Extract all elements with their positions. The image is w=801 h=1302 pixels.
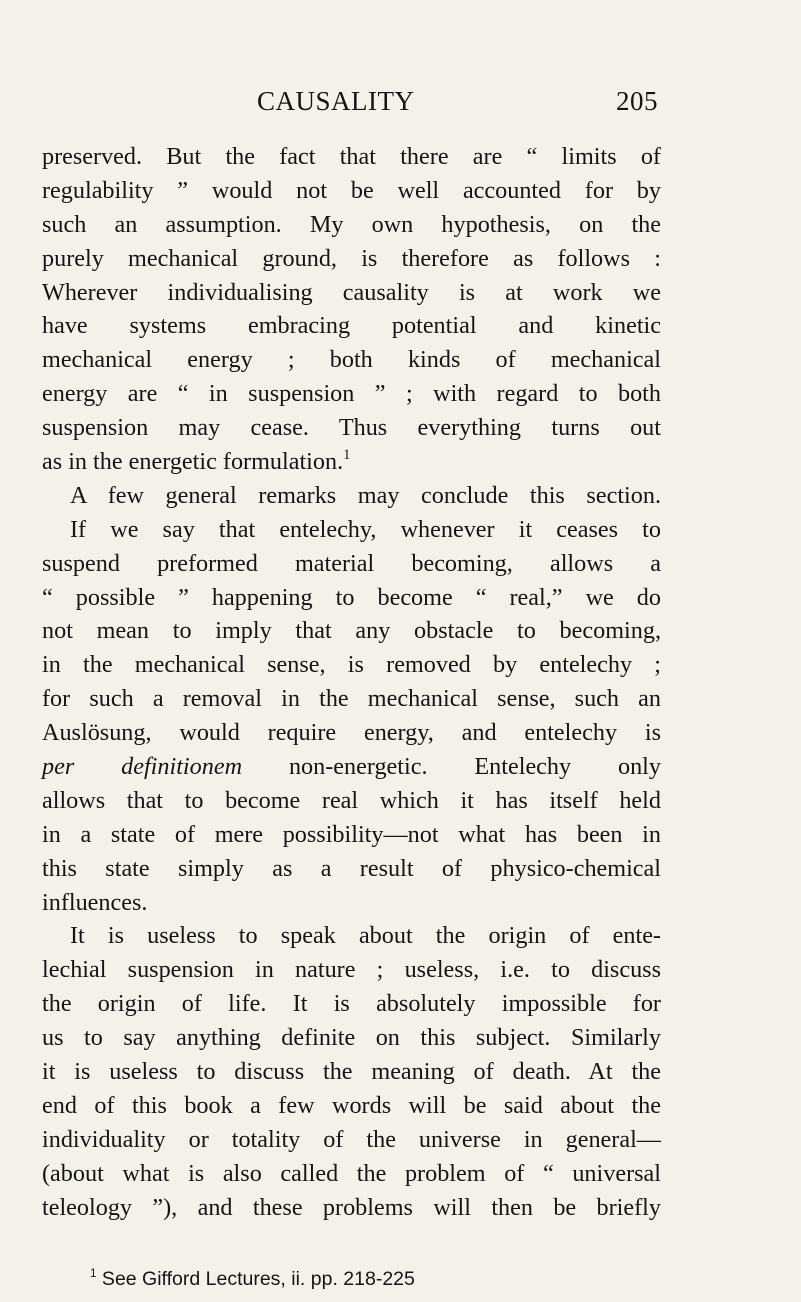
text-line (42, 445, 661, 479)
text-line (42, 411, 661, 445)
footnote-text: See Gifford Lectures, ii. pp. 218-225 (96, 1268, 415, 1290)
text-line (42, 614, 661, 648)
line-text: (about what is also called the problem of “ universal (42, 1159, 661, 1187)
text-line (42, 276, 661, 310)
line-text: in the mechanical sense, is removed by entelechy ; (42, 651, 661, 679)
line-text: purely mechanical ground, is therefore as follows : (42, 244, 661, 272)
body-text (42, 140, 661, 1225)
line-text: for such a removal in the mechanical sense, such an (42, 685, 661, 713)
text-line (42, 852, 661, 886)
line-text: preserved. But the fact that there are “ limits of (42, 143, 661, 170)
text-line (42, 242, 661, 276)
text-line (42, 919, 661, 953)
text-line (42, 547, 661, 581)
line-text: non-energetic. Entelechy only (242, 753, 661, 781)
line-text: not mean to imply that any obstacle to becoming, (42, 617, 661, 645)
line-text: A few general remarks may conclude this section. (70, 481, 661, 509)
line-text: us to say anything definite on this subject. Similarly (42, 1024, 661, 1052)
text-line (42, 886, 661, 920)
line-text: allows that to become real which it has itself held (42, 786, 661, 814)
line-text: as in the energetic formulation. (42, 448, 344, 476)
text-line (42, 208, 661, 242)
text-line (42, 716, 661, 750)
text-line (42, 750, 661, 784)
text-line (42, 987, 661, 1021)
page-header (0, 86, 801, 126)
italic-phrase: per definitionem (42, 753, 243, 781)
line-text: end of this book a few words will be said about the (42, 1091, 661, 1119)
line-text: in a state of mere possibility—not what has been in (42, 820, 661, 848)
line-text: energy are “ in suspension ” ; with regard to both (42, 380, 661, 408)
line-text: It is useless to speak about the origin of ente- (70, 922, 661, 950)
footnote-marker: 1 (90, 1266, 97, 1280)
text-line (42, 1123, 661, 1157)
line-text: the origin of life. It is absolutely impossible for (42, 990, 661, 1018)
page-number: 205 (616, 86, 658, 116)
text-line (42, 377, 661, 411)
text-line (42, 1055, 661, 1089)
line-text: it is useless to discuss the meaning of death. At the (42, 1058, 661, 1086)
text-line (42, 140, 661, 174)
text-line (42, 953, 661, 987)
line-text: mechanical energy ; both kinds of mechanical (42, 346, 661, 374)
line-text: If we say that entelechy, whenever it ceases to (70, 515, 661, 543)
line-text: lechial suspension in nature ; useless, i.e. to discuss (42, 956, 661, 984)
line-text: such an assumption. My own hypothesis, on the (42, 210, 661, 238)
line-text: have systems embracing potential and kinetic (42, 312, 661, 340)
text-line (42, 1089, 661, 1123)
footnote-reference: 1 (343, 446, 351, 463)
text-line (42, 648, 661, 682)
line-text: regulability ” would not be well accounted for by (42, 176, 661, 204)
line-text: suspend preformed material becoming, allows a (42, 549, 661, 577)
text-line (42, 818, 661, 852)
text-line (42, 682, 661, 716)
text-line (42, 581, 661, 615)
text-line (42, 1157, 661, 1191)
line-text: suspension may cease. Thus everything turns out (42, 414, 661, 442)
text-line (42, 343, 661, 377)
text-line (42, 784, 661, 818)
text-line (42, 1021, 661, 1055)
text-line (42, 513, 661, 547)
line-text: “ possible ” happening to become “ real,” we do (42, 583, 661, 611)
text-line (42, 174, 661, 208)
line-text: influences. (42, 888, 148, 916)
line-text: teleology ”), and these problems will then be briefly (42, 1193, 661, 1221)
running-head: CAUSALITY (257, 86, 415, 116)
line-text: Auslösung, would require energy, and entelechy is (42, 719, 661, 747)
text-line (42, 1191, 661, 1225)
line-text: Wherever individualising causality is at work we (42, 278, 661, 306)
text-line (42, 479, 661, 513)
line-text: individuality or totality of the universe in general— (42, 1125, 661, 1153)
text-line (42, 309, 661, 343)
footnote (90, 1268, 415, 1291)
line-text: this state simply as a result of physico-chemical (42, 854, 661, 882)
